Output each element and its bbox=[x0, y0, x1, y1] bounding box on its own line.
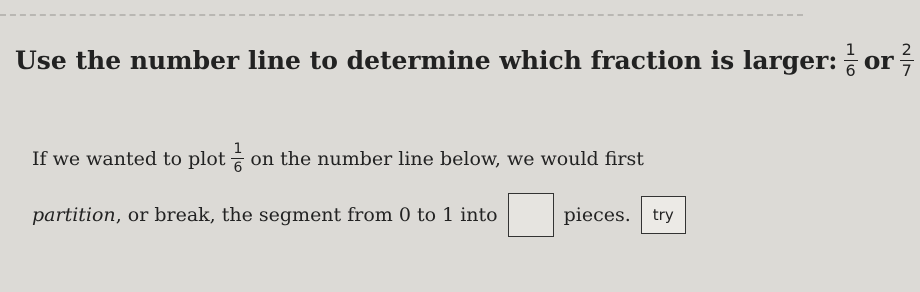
fraction-numerator: 1 bbox=[845, 40, 856, 59]
question-text: Use the number line to determine which fraction is larger: bbox=[15, 46, 838, 75]
instruction-text-segment: , or break, the segment from 0 to 1 into bbox=[115, 204, 498, 226]
try-button[interactable]: try bbox=[641, 196, 686, 234]
pieces-answer-input[interactable] bbox=[508, 193, 554, 237]
partition-term: partition bbox=[32, 204, 116, 226]
fraction-denominator: 6 bbox=[845, 61, 856, 80]
fraction-numerator: 1 bbox=[233, 141, 243, 157]
instruction-text-before: If we wanted to plot bbox=[32, 147, 226, 170]
fraction-bar bbox=[231, 158, 244, 159]
fraction-two-sevenths bbox=[900, 42, 914, 79]
dashed-divider bbox=[0, 14, 803, 16]
fraction-denominator: 6 bbox=[233, 160, 243, 176]
instruction-line-2 bbox=[32, 193, 686, 237]
question-prompt bbox=[15, 42, 920, 79]
fraction-one-sixth bbox=[844, 42, 858, 79]
instruction-line-1 bbox=[32, 142, 644, 175]
fraction-numerator: 2 bbox=[901, 40, 912, 59]
instruction-text-after: on the number line below, we would first bbox=[250, 147, 644, 170]
pieces-label: pieces. bbox=[563, 204, 631, 226]
fraction-one-sixth-inline bbox=[231, 142, 244, 175]
connector-or: or bbox=[863, 46, 894, 75]
fraction-denominator: 7 bbox=[901, 61, 912, 80]
